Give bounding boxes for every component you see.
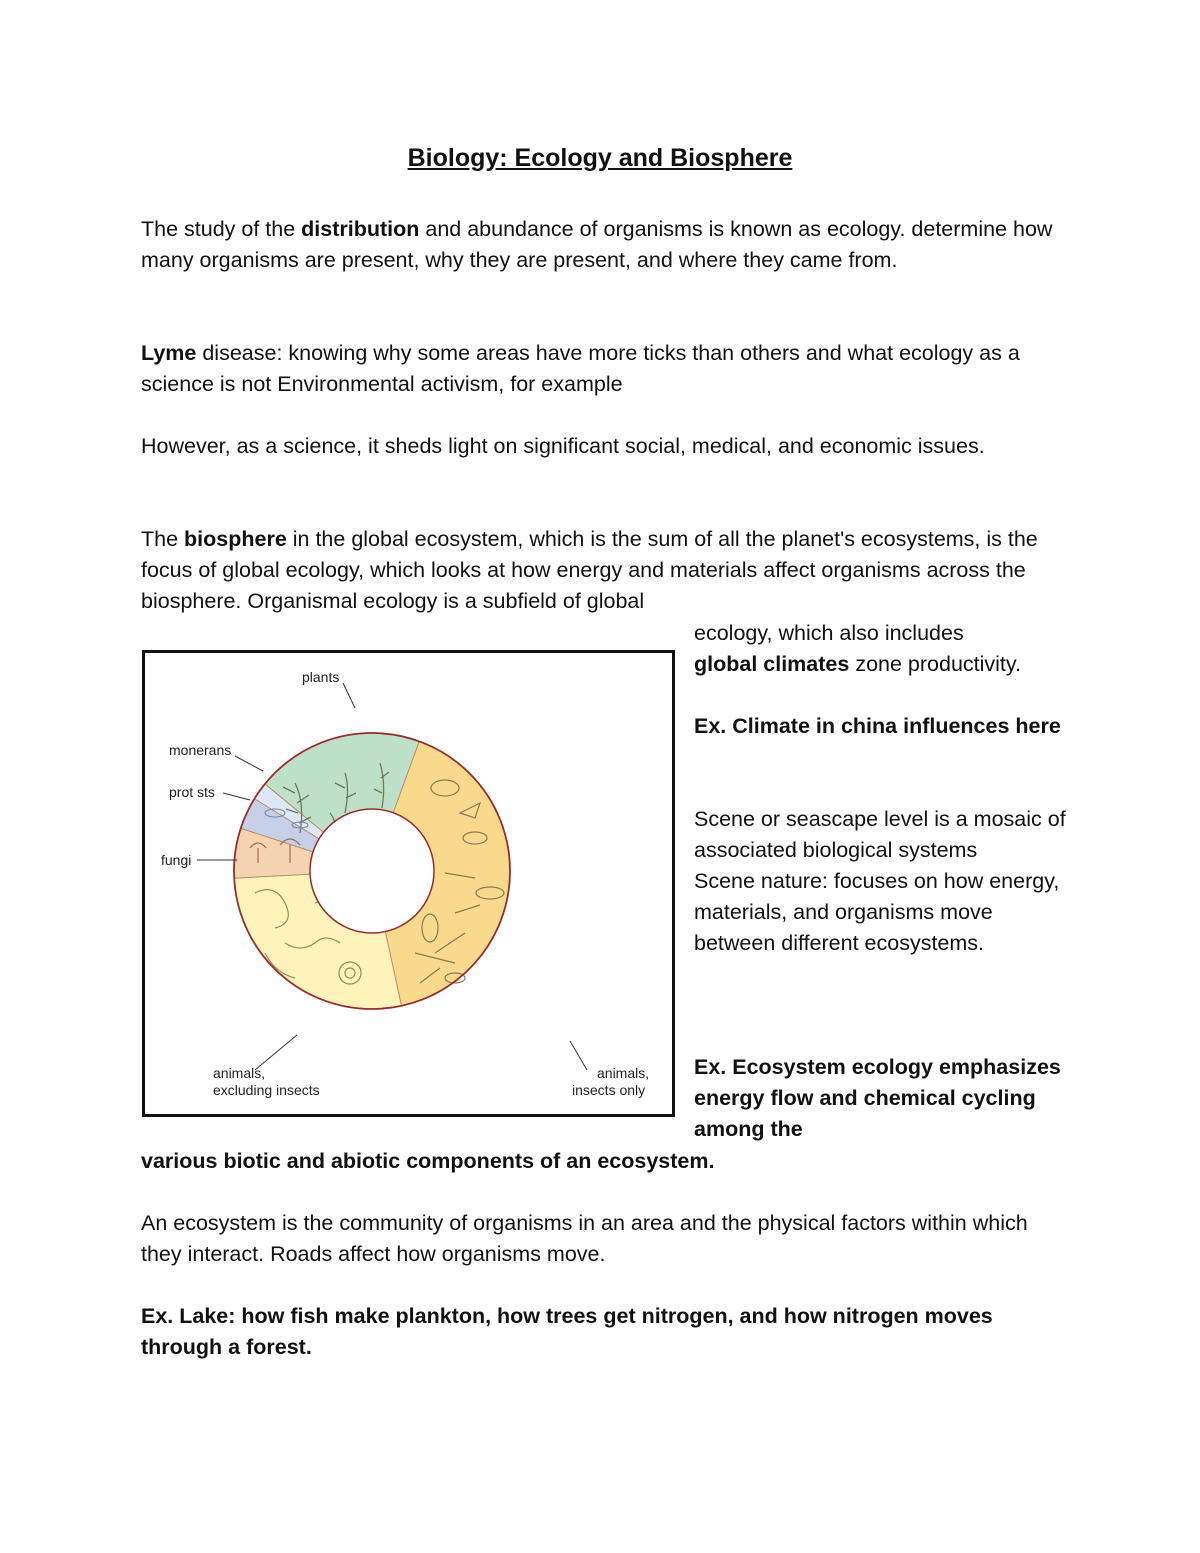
term-biosphere: biosphere: [184, 527, 287, 551]
example-lake: Ex. Lake: how fish make plankton, how trees get nitrogen, and how nitrogen moves through a forest.: [141, 1304, 993, 1359]
label-fungi: fungi: [161, 852, 192, 868]
term-global-climates: global climates: [694, 652, 850, 676]
paragraph-global-climates: ecology, which also includes global climates zone productivity.: [694, 621, 1022, 676]
paragraph-lyme: Lyme disease: knowing why some areas have more ticks than others and what ecology as a science is not Environmental activism, for example: [141, 341, 1020, 396]
label-protists: prot sts: [169, 784, 215, 800]
label-animals-excluding-insects-1: animals,: [213, 1065, 266, 1081]
label-animals-excluding-insects-2: excluding insects: [213, 1082, 320, 1098]
paragraph-scene: Scene or seascape level is a mosaic of associated biological systems Scene nature: focuses on how energy, materials, and organisms move between different ecosystems.: [694, 807, 1066, 955]
label-animals-insects-only-1: animals,: [597, 1065, 650, 1081]
ring-inner-rim: [310, 809, 434, 933]
biodiversity-ring-diagram: [145, 653, 672, 1114]
label-animals-insects-only-2: insects only: [572, 1082, 646, 1098]
paragraph-ecology-definition: The study of the distribution and abundance of organisms is known as ecology. determine how many organisms are present, why they are present, and where they came from.: [141, 217, 1053, 272]
example-ecosystem-rest: various biotic and abiotic components of an ecosystem.: [141, 1149, 715, 1173]
paragraph-ecosystem: An ecosystem is the community of organisms in an area and the physical factors within which they interact. Roads affect how organisms move.: [141, 1211, 1028, 1266]
example-climate: Ex. Climate in china influences here: [694, 714, 1061, 738]
example-ecosystem-part: Ex. Ecosystem ecology emphasizes energy flow and chemical cycling among the: [694, 1055, 1061, 1141]
paragraph-science: However, as a science, it sheds light on significant social, medical, and economic issues.: [141, 434, 985, 458]
term-lyme: Lyme: [141, 341, 197, 365]
label-plants: plants: [302, 669, 340, 685]
label-monerans: monerans: [169, 742, 232, 758]
term-distribution: distribution: [301, 217, 420, 241]
biodiversity-ring-figure: [142, 650, 675, 1117]
page-title: Biology: Ecology and Biosphere: [407, 144, 793, 172]
paragraph-biosphere: The biosphere in the global ecosystem, which is the sum of all the planet's ecosystems, is the focus of global ecology, which looks at how energy and materials affect organisms across the biosphere. Organismal ecology is a subfield of global: [141, 527, 1038, 613]
